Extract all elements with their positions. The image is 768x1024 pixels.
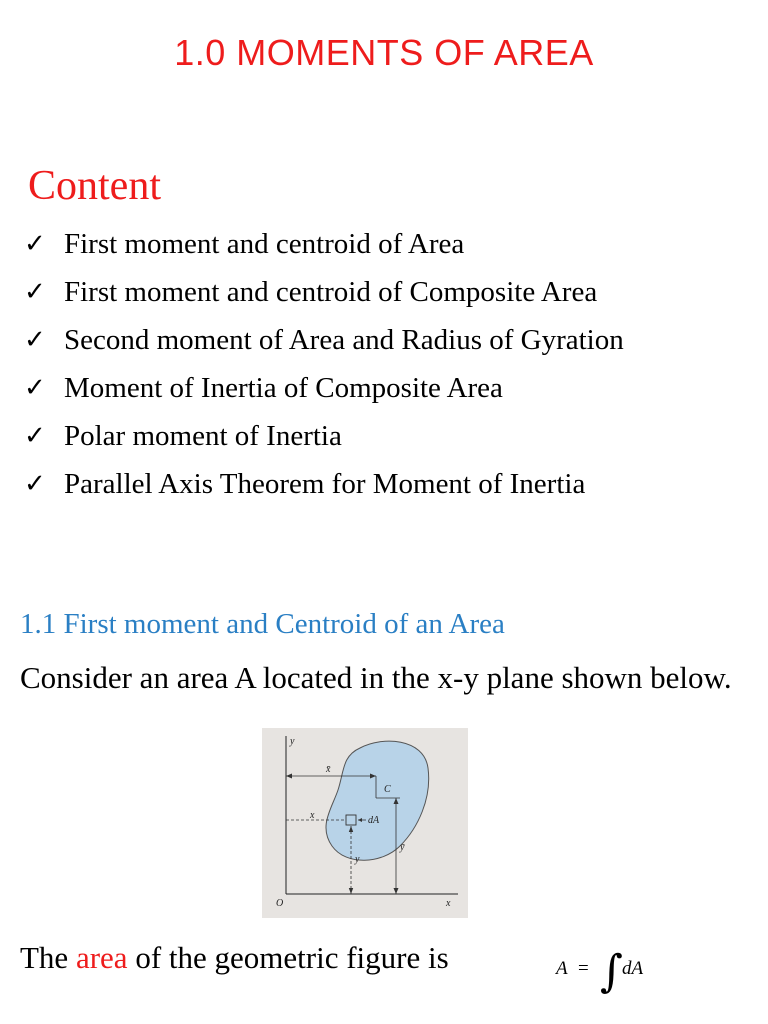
formula-equals: = <box>578 958 589 979</box>
label-y-element: y <box>355 854 360 865</box>
formula-integral: ∫ <box>600 946 623 997</box>
list-item-text: First moment and centroid of Composite Area <box>64 276 598 308</box>
list-item <box>24 268 624 316</box>
list-item-text: First moment and centroid of Area <box>64 228 465 260</box>
content-heading: Content <box>28 163 161 209</box>
area-shape <box>326 741 429 860</box>
area-diagram <box>262 728 468 918</box>
area-sentence <box>20 940 449 976</box>
list-item <box>24 220 624 268</box>
list-item-text: Moment of Inertia of Composite Area <box>64 372 503 404</box>
check-icon: ✓ <box>24 229 46 259</box>
list-item-text: Parallel Axis Theorem for Moment of Inertia <box>64 468 586 500</box>
arrow-head <box>394 888 399 894</box>
formula-lhs: A <box>556 958 568 979</box>
area-figure <box>262 728 468 918</box>
check-icon: ✓ <box>24 277 46 307</box>
list-item <box>24 460 624 508</box>
area-sentence-before: The <box>20 940 76 975</box>
list-item-text: Polar moment of Inertia <box>64 420 342 452</box>
list-item <box>24 412 624 460</box>
arrow-head <box>286 774 292 779</box>
label-xbar: x̄ <box>326 764 331 775</box>
content-list <box>24 220 624 508</box>
label-x-element: x <box>310 810 315 821</box>
area-formula <box>552 930 672 1000</box>
formula-svg <box>552 930 672 1000</box>
arrow-head <box>349 888 353 894</box>
label-origin: O <box>276 898 284 909</box>
area-highlight: area <box>75 940 128 975</box>
check-icon: ✓ <box>24 373 46 403</box>
label-y-axis: y <box>290 736 295 747</box>
check-icon: ✓ <box>24 421 46 451</box>
section-heading: 1.1 First moment and Centroid of an Area <box>20 608 505 640</box>
label-da: dA <box>368 815 380 826</box>
check-icon: ✓ <box>24 325 46 355</box>
area-sentence-after: of the geometric figure is <box>127 940 449 975</box>
label-ybar: ȳ <box>400 842 405 853</box>
label-x-axis: x <box>446 898 451 909</box>
list-item-text: Second moment of Area and Radius of Gyration <box>64 324 624 356</box>
label-centroid: C <box>384 784 391 795</box>
page-title: 1.0 MOMENTS OF AREA <box>174 32 594 73</box>
intro-paragraph: Consider an area A located in the x-y plane shown below. <box>20 660 732 695</box>
list-item <box>24 364 624 412</box>
formula-rhs: dA <box>622 958 644 979</box>
list-item <box>24 316 624 364</box>
check-icon: ✓ <box>24 469 46 499</box>
